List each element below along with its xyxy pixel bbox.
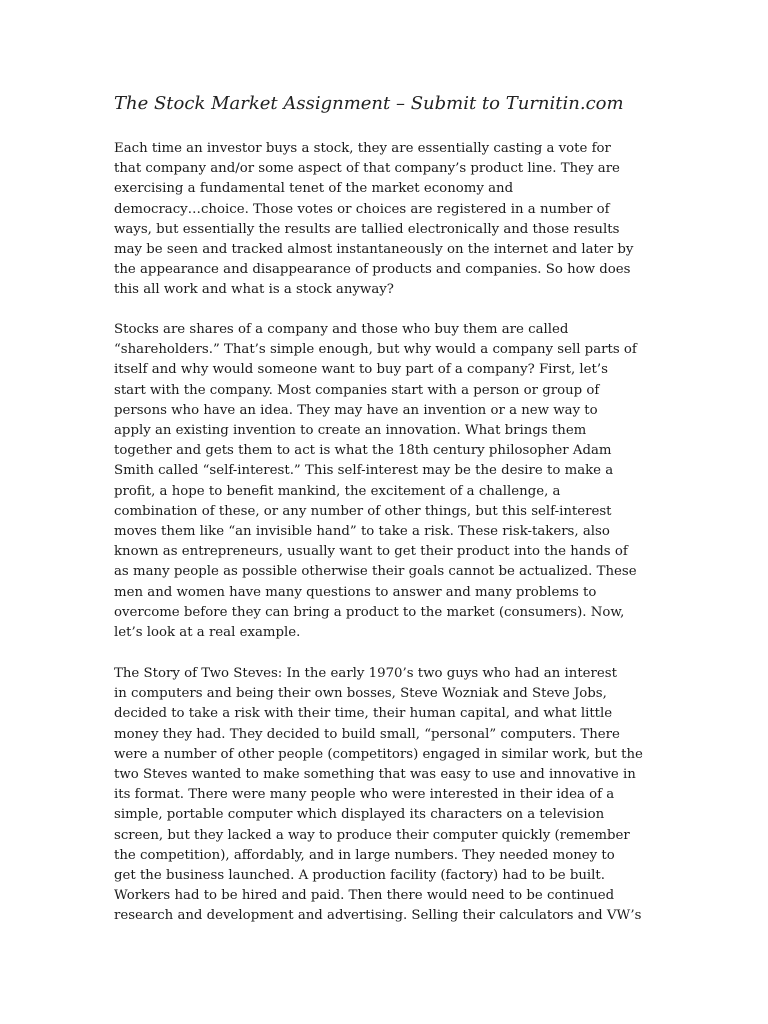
text-line: overcome before they can bring a product to the market (consumers). Now,: [114, 604, 625, 620]
text-line: research and development and advertising. Selling their calculators and VW’s: [114, 908, 642, 924]
text-line: money they had. They decided to build small, “personal” computers. There: [114, 726, 620, 742]
text-line: ways, but essentially the results are tallied electronically and those results: [114, 221, 620, 237]
text-line: known as entrepreneurs, usually want to get their product into the hands of: [114, 544, 628, 560]
text-line: its format. There were many people who were interested in their idea of a: [114, 787, 615, 803]
text-line: democracy…choice. Those votes or choices are registered in a number of: [114, 201, 610, 217]
text-line: the competition), affordably, and in large numbers. They needed money to: [114, 847, 615, 863]
text-line: decided to take a risk with their time, their human capital, and what little: [114, 706, 613, 722]
text-line: this all work and what is a stock anyway?: [114, 282, 394, 298]
paragraph-what-are-stocks: [114, 320, 637, 643]
paragraph-two-steves: [114, 664, 643, 927]
text-line: profit, a hope to benefit mankind, the excitement of a challenge, a: [114, 483, 561, 499]
document-title: The Stock Market Assignment – Submit to Turnitin.com: [114, 93, 624, 114]
text-line: The Story of Two Steves: In the early 1970’s two guys who had an interest: [114, 666, 617, 681]
text-line: Smith called “self-interest.” This self-interest may be the desire to make a: [114, 463, 614, 479]
text-line: persons who have an idea. They may have an invention or a new way to: [114, 402, 598, 418]
text-line: Workers had to be hired and paid. Then there would need to be continued: [114, 888, 615, 904]
text-line: “shareholders.” That’s simple enough, but why would a company sell parts of: [114, 342, 637, 358]
text-line: exercising a fundamental tenet of the market economy and: [114, 181, 514, 197]
text-line: moves them like “an invisible hand” to take a risk. These risk-takers, also: [114, 524, 610, 540]
text-line: as many people as possible otherwise their goals cannot be actualized. These: [114, 564, 637, 580]
text-line: Each time an investor buys a stock, they are essentially casting a vote for: [114, 141, 611, 156]
text-line: start with the company. Most companies start with a person or group of: [114, 382, 600, 398]
text-line: Stocks are shares of a company and those who buy them are called: [114, 322, 569, 337]
text-line: the appearance and disappearance of products and companies. So how does: [114, 262, 631, 278]
text-line: get the business launched. A production facility (factory) had to be built.: [114, 868, 605, 884]
text-line: screen, but they lacked a way to produce their computer quickly (remember: [114, 827, 630, 843]
text-line: may be seen and tracked almost instantaneously on the internet and later by: [114, 242, 634, 258]
text-line: together and gets them to act is what the 18th century philosopher Adam: [114, 443, 612, 459]
text-line: in computers and being their own bosses, Steve Wozniak and Steve Jobs,: [114, 686, 607, 702]
text-line: were a number of other people (competitors) engaged in similar work, but the: [114, 746, 643, 762]
text-line: two Steves wanted to make something that was easy to use and innovative in: [114, 767, 636, 783]
text-line: that company and/or some aspect of that company’s product line. They are: [114, 161, 620, 177]
text-line: itself and why would someone want to buy part of a company? First, let’s: [114, 362, 608, 378]
text-line: simple, portable computer which displayed its characters on a television: [114, 807, 605, 823]
text-line: combination of these, or any number of other things, but this self-interest: [114, 503, 612, 519]
text-line: apply an existing invention to create an innovation. What brings them: [114, 423, 587, 439]
paragraph-stock-vote: [114, 139, 633, 301]
text-line: let’s look at a real example.: [114, 625, 301, 641]
text-line: men and women have many questions to answer and many problems to: [114, 584, 597, 600]
